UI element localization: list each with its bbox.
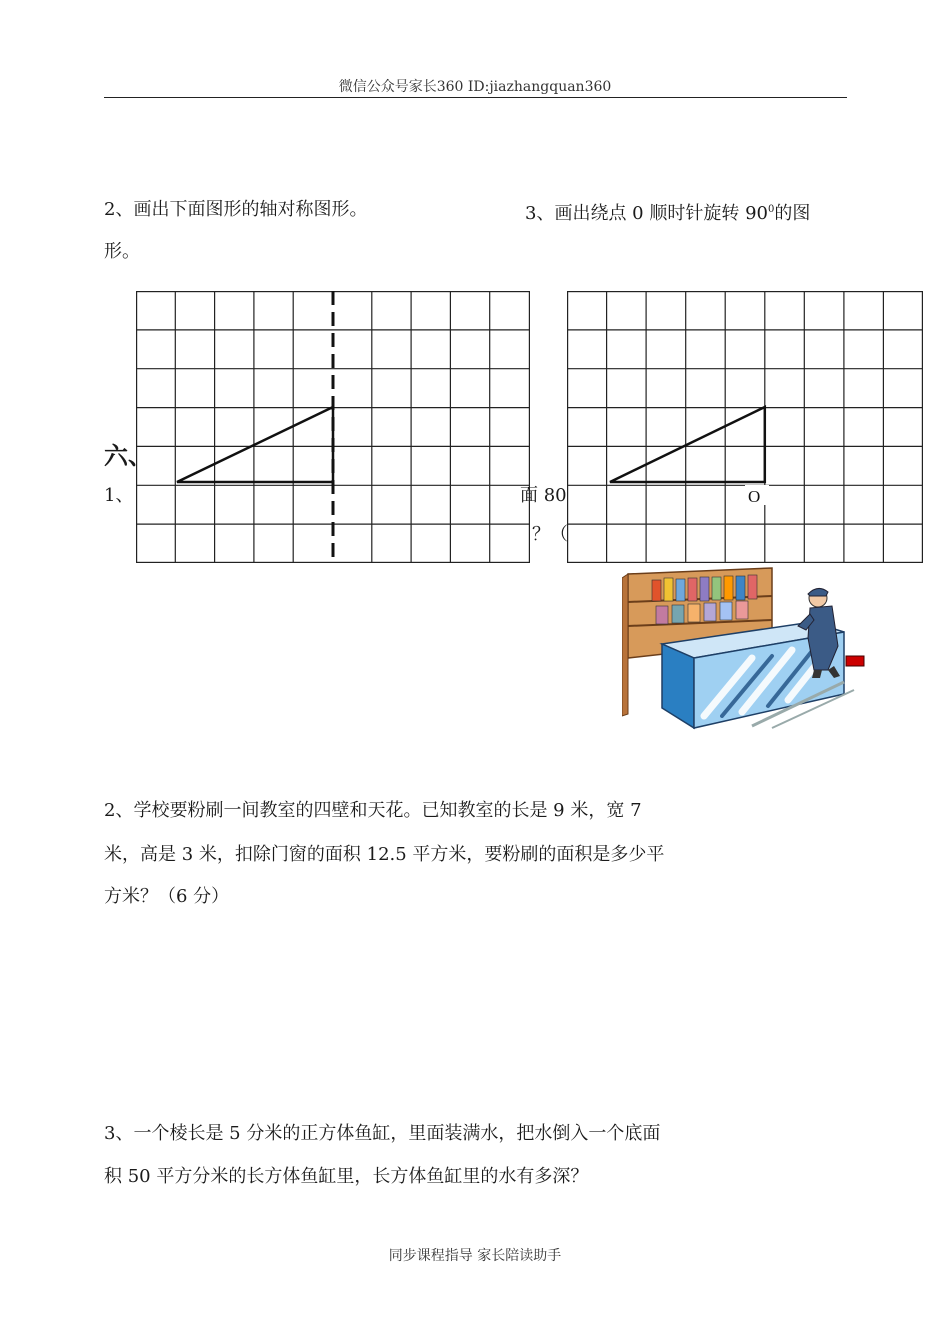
problem-2-line3: 方米？（6 分） [104,886,230,907]
point-o-label: O [748,487,761,506]
triangle-shape [177,407,333,482]
rotation-triangle-shape [610,407,765,482]
application-problem-1-fragment-question: ？（ [532,524,568,545]
rotation-grid [567,291,923,563]
question-3-suffix: 的图 [774,203,811,224]
degree-superscript: 0 [767,204,775,215]
question-2-line1: 2、画出下面图形的轴对称图形。 [104,199,368,220]
section-six-heading: 六、 [104,441,152,470]
question-3-title [525,190,810,234]
symmetry-grid [136,291,530,563]
question-3-prefix: 3、画出绕点 0 顺时针旋转 90 [525,203,768,224]
store-clerk-illustration [622,566,874,734]
header-divider [104,97,847,98]
problem-2-line1: 2、学校要粉刷一间教室的四壁和天花。已知教室的长是 9 米，宽 7 [104,800,642,821]
problem-3-line1: 3、一个棱长是 5 分米的正方体鱼缸，里面装满水，把水倒入一个底面 [104,1123,661,1144]
application-problem-1-fragment: 1、 [104,485,134,506]
problem-2-line2: 米，高是 3 米，扣除门窗的面积 12.5 平方米，要粉刷的面积是多少平 [104,844,665,865]
page-footer: 同步课程指导 家长陪读助手 [388,1248,562,1264]
question-2-line2: 形。 [104,241,140,262]
application-problem-1-fragment-right: 面 80 [520,485,567,506]
page-header: 微信公众号家长360 ID:jiazhangquan360 [338,79,612,95]
problem-3-line2: 积 50 平方分米的长方体鱼缸里，长方体鱼缸里的水有多深？ [104,1166,589,1187]
